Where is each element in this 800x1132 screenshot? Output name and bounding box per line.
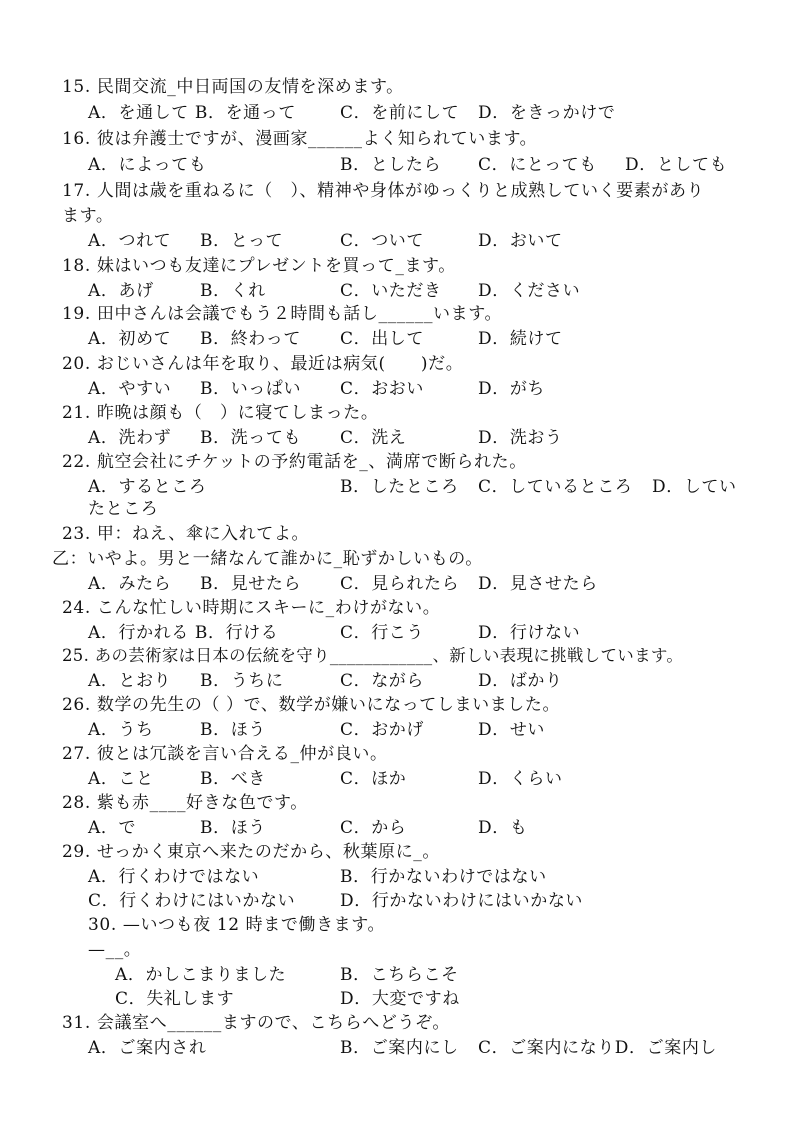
question-19-option-c: C．出して [340,329,425,349]
question-29-option-d: D．行かないわけにはいかない [340,891,584,911]
question-26-option-d: D．せい [478,720,546,740]
question-23-stem-cont: 乙：いやよ。男と一緒なんて誰かに_恥ずかしいもの。 [52,549,483,569]
question-27-stem: 27. 彼とは冗談を言い合える_仲が良い。 [62,744,388,764]
question-21-option-b: B．洗っても [200,428,302,448]
question-28-option-c: C．から [340,818,407,838]
question-24-option-d: D．行けない [478,623,581,643]
question-16-option-a: A．によっても [88,155,207,175]
question-16-option-c: C．にとっても [478,155,597,175]
question-17-option-b: B．とって [200,231,284,251]
question-18-option-b: B．くれ [200,281,266,301]
question-28-option-b: B．ほう [200,818,266,838]
question-20-option-c: C．おおい [340,379,425,399]
question-30-option-b: B．こちらこそ [340,965,459,985]
question-25-option-a: A．とおり [88,671,172,691]
question-23-option-d: D．見させたら [478,574,598,594]
question-21-option-a: A．洗わず [88,428,172,448]
question-29-option-c: C．行くわけにはいかない [88,891,296,911]
question-28-option-d: D．も [478,818,528,838]
question-29-stem: 29. せっかく東京へ来たのだから、秋葉原に_。 [62,842,440,862]
question-31-stem: 31. 会議室へ______ますので、こちらへどうぞ。 [62,1013,450,1033]
question-15-option-d: D．をきっかけで [478,103,616,123]
question-17-option-a: A．つれて [88,231,172,251]
question-17-option-c: C．ついて [340,231,425,251]
question-26-option-a: A．うち [88,720,154,740]
question-27-option-b: B．べき [200,769,266,789]
question-27-option-a: A．こと [88,769,154,789]
question-28-option-a: A．で [88,818,137,838]
question-19-option-b: B．終わって [200,329,301,349]
question-20-option-d: D．がち [478,379,546,399]
question-31-option-cd: C．ご案内になりD．ご案内し [478,1038,718,1058]
question-22-option-d: D．してい [652,477,737,497]
question-21-option-c: C．洗え [340,428,407,448]
question-30-option-c: C．失礼します [115,989,235,1009]
question-24-option-a: A．行かれる B．行ける [88,623,279,643]
question-25-option-d: D．ばかり [478,671,563,691]
question-25-option-b: B．うちに [200,671,284,691]
question-30-stem: 30. —いつも夜 12 時まで働きます。 [88,915,386,935]
question-29-option-a: A．行くわけではない [88,867,260,887]
question-31-option-b: B．ご案内にし [340,1038,459,1058]
question-18-option-d: D．ください [478,281,581,301]
question-26-option-b: B．ほう [200,720,266,740]
question-22-stem: 22. 航空会社にチケットの予約電話を_、満席で断られた。 [62,452,527,472]
question-30-option-a: A．かしこまりました [115,965,287,985]
question-19-stem: 19. 田中さんは会議でもう２時間も話し______います。 [62,304,503,324]
question-29-option-b: B．行かないわけではない [340,867,547,887]
question-23-stem: 23. 甲：ねえ、傘に入れてよ。 [62,524,310,544]
question-22-option-b: B．したところ [340,477,459,497]
question-16-option-d: D．としても [625,155,728,175]
question-17-stem: 17. 人間は歳を重ねるに（ ）、精神や身体がゆっくりと成熟していく要素があり [62,181,705,201]
question-25-option-c: C．ながら [340,671,425,691]
question-25-stem: 25. あの芸術家は日本の伝統を守り____________、新しい表現に挑戦しています。 [62,646,684,665]
question-15-stem: 15. 民間交流_中日両国の友情を深めます。 [62,77,404,97]
question-24-option-c: C．行こう [340,623,425,643]
question-28-stem: 28. 紫も赤____好きな色です。 [62,793,308,813]
question-18-stem: 18. 妹はいつも友達にプレゼントを買って_ます。 [62,256,456,276]
question-23-option-a: A．みたら [88,574,172,594]
question-30-option-d: D．大変ですね [340,989,460,1009]
question-26-stem: 26. 数学の先生の（ ）で、数学が嫌いになってしまいました。 [62,695,561,715]
question-19-option-a: A．初めて [88,329,172,349]
question-20-option-b: B．いっぱい [200,379,302,399]
question-15-option-a: A．を通して B．を通って [88,103,296,123]
question-22-option-d-cont: たところ [88,499,159,519]
question-19-option-d: D．続けて [478,329,563,349]
question-22-option-a: A．するところ [88,477,207,497]
question-16-option-b: B．としたら [340,155,442,175]
question-27-option-c: C．ほか [340,769,407,789]
question-26-option-c: C．おかげ [340,720,425,740]
question-18-option-c: C．いただき [340,281,442,301]
question-16-stem: 16. 彼は弁護士ですが、漫画家______よく知られています。 [62,129,538,149]
question-23-option-c: C．見られたら [340,574,460,594]
question-22-option-c: C．しているところ [478,477,633,497]
question-23-option-b: B．見せたら [200,574,302,594]
question-17-stem-cont: ます。 [62,206,114,226]
question-20-option-a: A．やすい [88,379,172,399]
question-18-option-a: A．あげ [88,281,154,301]
question-21-stem: 21. 昨晩は顔も（ ）に寝てしまった。 [62,403,379,423]
question-24-stem: 24. こんな忙しい時期にスキーに_わけがない。 [62,598,441,618]
question-17-option-d: D．おいて [478,231,563,251]
question-15-option-c: C．を前にして [340,103,460,123]
question-31-option-a: A．ご案内され [88,1038,207,1058]
question-21-option-d: D．洗おう [478,428,563,448]
question-20-stem: 20. おじいさんは年を取り、最近は病気( )だ。 [62,354,464,374]
question-30-stem-cont: —__。 [88,940,142,960]
question-27-option-d: D．くらい [478,769,563,789]
